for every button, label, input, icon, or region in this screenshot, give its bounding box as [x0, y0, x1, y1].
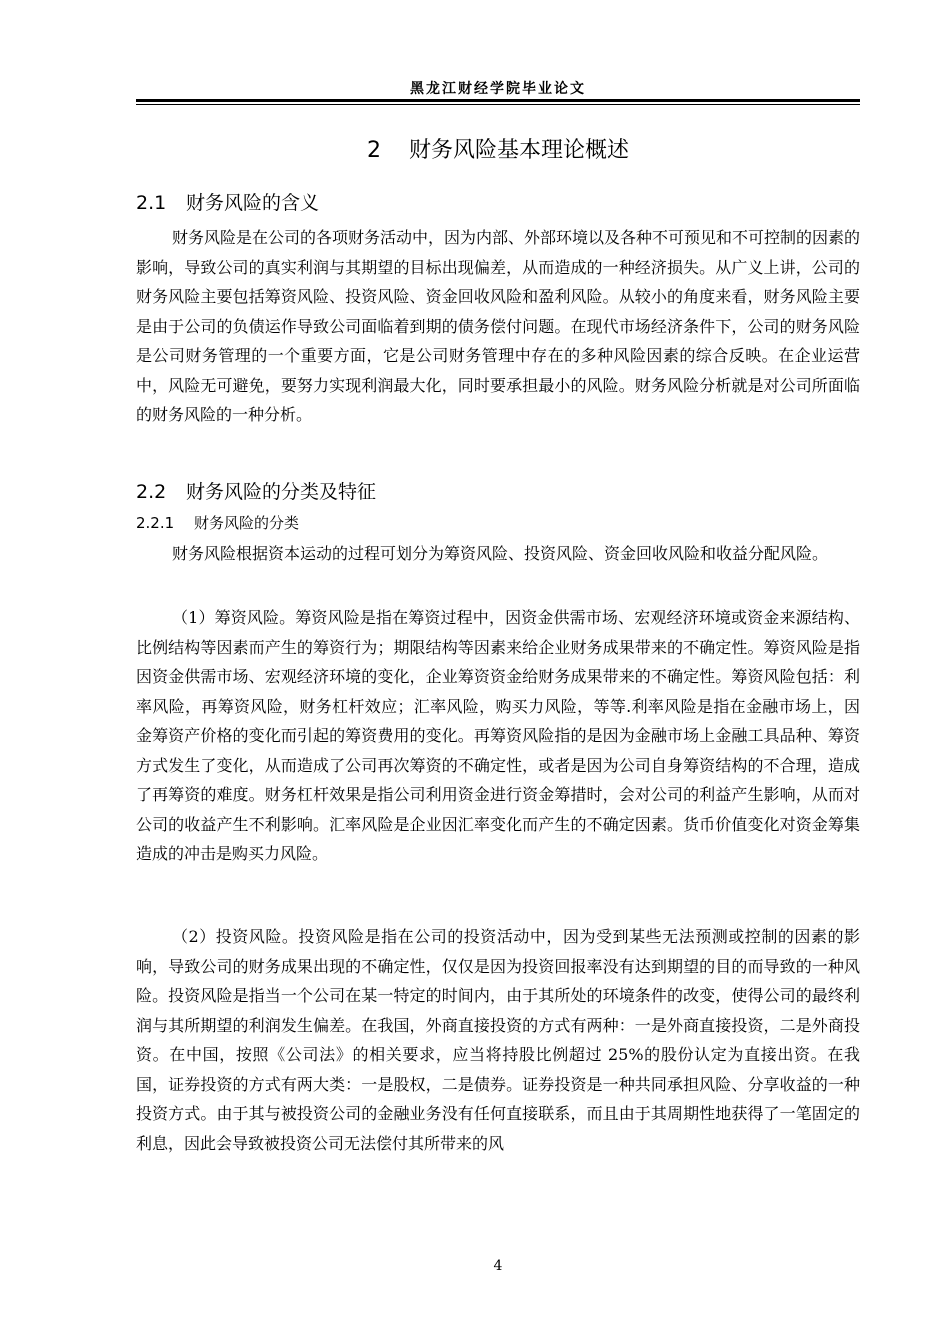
- section-heading-2-1: [136, 188, 860, 215]
- paragraph-financing-risk: （1）筹资风险。筹资风险是指在筹资过程中，因资金供需市场、宏观经济环境或资金来源结构、比例结构等因素而产生的筹资行为；期限结构等因素来给企业财务成果带来的不确定性。筹资风险是指因资金供需市场、宏观经济环境的变化，企业筹资资金给财务成果带来的不确定性。筹资风险包括：利率风险，再筹资风险，财务杠杆效应；汇率风险，购买力风险，等等.利率风险是指在金融市场上，因金筹资产价格的变化而引起的筹资费用的变化。再筹资风险指的是因为金融市场上金融工具品种、筹资方式发生了变化，从而造成了公司再次筹资的不确定性，或者是因为公司自身筹资结构的不合理，造成了再筹资的难度。财务杠杆效果是指公司利用资金进行资金筹措时，会对公司的利益产生影响，从而对公司的收益产生不利影响。汇率风险是企业因汇率变化而产生的不确定因素。货币价值变化对资金筹集造成的冲击是购买力风险。: [136, 608, 860, 863]
- section-number: 2.1: [136, 192, 167, 214]
- section-title: 财务风险的含义: [186, 192, 320, 214]
- section-title: 财务风险的分类及特征: [186, 481, 377, 503]
- chapter-number: 2: [367, 138, 381, 163]
- subsection-title: 财务风险的分类: [194, 514, 300, 532]
- paragraph-investment-risk: （2）投资风险。投资风险是指在公司的投资活动中，因为受到某些无法预测或控制的因素的影响，导致公司的财务成果出现的不确定性，仅仅是因为投资回报率没有达到期望的目的而导致的一种风险。投资风险是指当一个公司在某一特定的时间内，由于其所处的环境条件的改变，使得公司的最终利润与其所期望的利润发生偏差。在我国，外商直接投资的方式有两种：一是外商直接投资，二是外商投资。在中国，按照《公司法》的相关要求，应当将持股比例超过 25%的股份认定为直接出资。在我国，证券投资的方式有两大类：一是股权，二是债券。证券投资是一种共同承担风险、分享收益的一种投资方式。由于其与被投资公司的金融业务没有任何直接联系，而且由于其周期性地获得了一笔固定的利息，因此会导致被投资公司无法偿付其所带来的风: [136, 927, 860, 1153]
- section-heading-2-2: [136, 477, 860, 504]
- header-rule-thick: [136, 99, 860, 102]
- section-number: 2.2: [136, 481, 167, 503]
- page-number: 4: [493, 1258, 503, 1274]
- subsection-heading-2-2-1: [136, 512, 860, 533]
- chapter-heading: [136, 133, 860, 164]
- running-header: 黑龙江财经学院毕业论文: [410, 81, 586, 97]
- header-rule-thin: [136, 104, 860, 105]
- paragraph-classification-intro: 财务风险根据资本运动的过程可划分为筹资风险、投资风险、资金回收风险和收益分配风险。: [172, 544, 829, 563]
- chapter-title: 财务风险基本理论概述: [408, 138, 629, 163]
- subsection-number: 2.2.1: [136, 514, 175, 532]
- paragraph-definition: 财务风险是在公司的各项财务活动中，因为内部、外部环境以及各种不可预见和不可控制的因素的影响，导致公司的真实利润与其期望的目标出现偏差，从而造成的一种经济损失。从广义上讲，公司的财务风险主要包括筹资风险、投资风险、资金回收风险和盈利风险。从较小的角度来看，财务风险主要是由于公司的负债运作导致公司面临着到期的债务偿付问题。在现代市场经济条件下，公司的财务风险是公司财务管理的一个重要方面，它是公司财务管理中存在的多种风险因素的综合反映。在企业运营中，风险无可避免，要努力实现利润最大化，同时要承担最小的风险。财务风险分析就是对公司所面临的财务风险的一种分析。: [136, 228, 861, 424]
